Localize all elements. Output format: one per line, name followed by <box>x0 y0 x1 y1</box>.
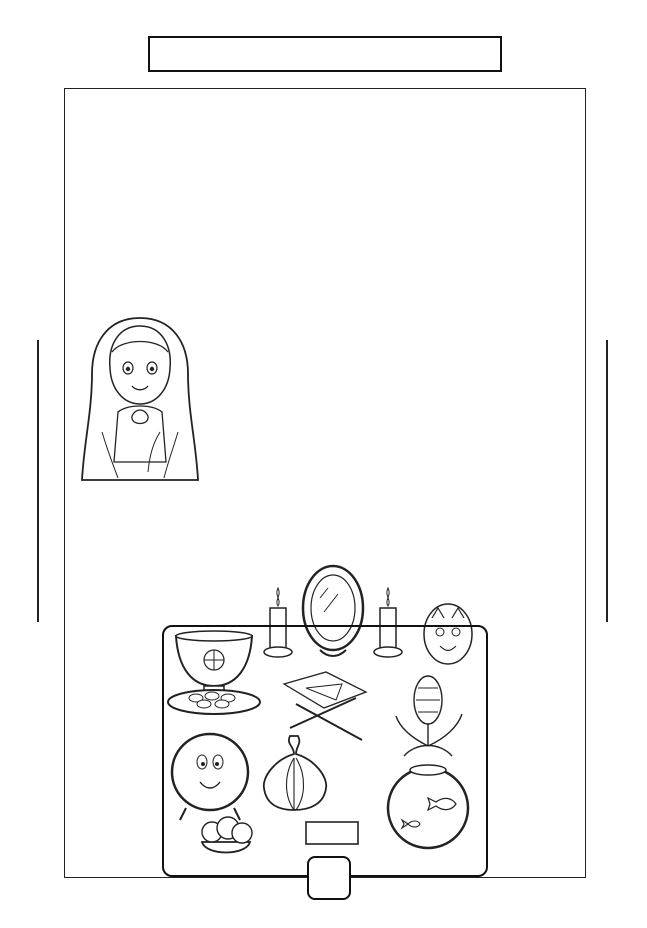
right-border-line <box>606 340 608 622</box>
clock-icon <box>172 734 248 820</box>
sweets-plate-icon <box>168 690 260 714</box>
page-number <box>307 856 351 900</box>
praying-girl-illustration <box>78 312 202 484</box>
hyacinth-icon <box>396 676 462 756</box>
apple-plate-icon <box>202 817 252 853</box>
garlic-icon <box>264 736 326 810</box>
quran-stand-icon <box>284 672 366 740</box>
bowl-icon <box>176 631 252 692</box>
left-border-line <box>37 340 39 622</box>
haftsin-illustration <box>166 628 482 872</box>
sabzeh-icon <box>306 822 358 844</box>
page-title <box>148 36 502 72</box>
fishbowl-icon <box>388 765 468 848</box>
